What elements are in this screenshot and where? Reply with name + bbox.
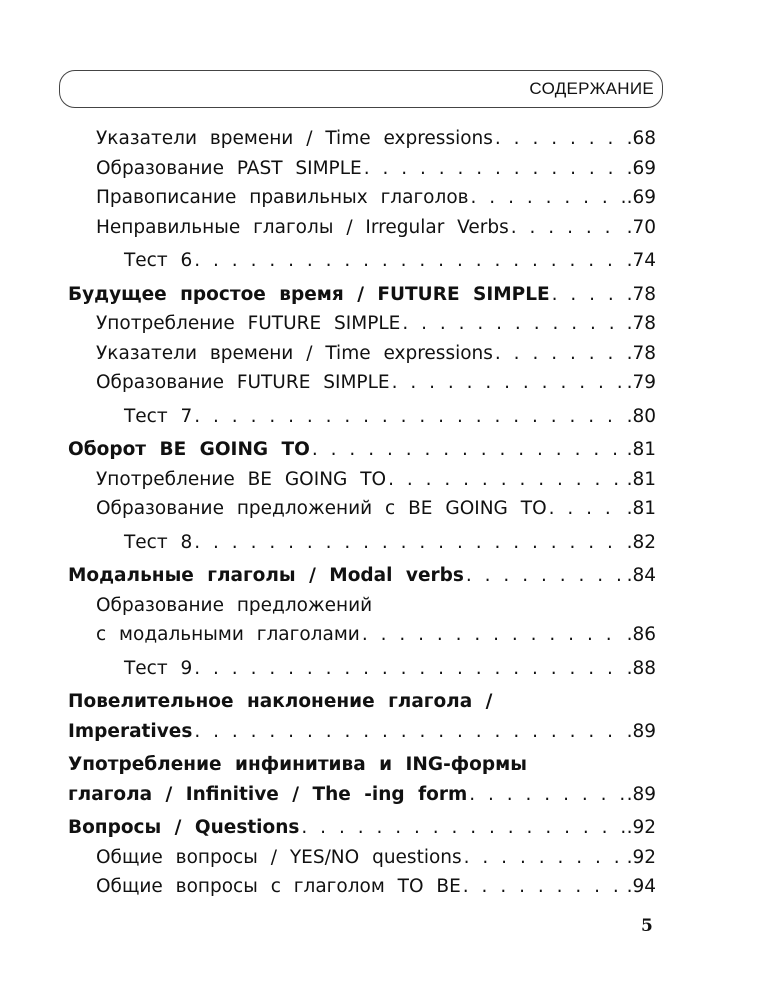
toc-dot-leader	[364, 154, 625, 184]
toc-entry-title: Указатели времени / Time expressions	[96, 128, 493, 149]
toc-entry-page: .80	[626, 405, 656, 427]
toc-entry-title: Неправильные глаголы / Irregular Verbs	[96, 216, 509, 238]
toc-entry-page: .94	[626, 876, 656, 897]
toc-entry-title: глагола / Infinitive / The -ing form	[68, 783, 468, 805]
toc-entry	[68, 620, 656, 650]
table-of-contents	[68, 124, 656, 902]
section-header	[59, 70, 663, 108]
toc-dot-leader	[392, 368, 625, 398]
toc-dot-leader	[471, 183, 625, 213]
toc-entry-page: .69	[626, 187, 656, 208]
toc-dot-leader	[194, 246, 624, 276]
toc-entry-title: с модальными глаголами	[96, 624, 360, 645]
toc-entry-page: .89	[626, 783, 656, 805]
toc-dot-leader	[194, 528, 624, 558]
toc-entry-title: Тест 7	[124, 405, 193, 427]
toc-entry	[68, 813, 656, 843]
toc-entry	[68, 843, 656, 873]
toc-entry-page: .92	[626, 846, 656, 868]
toc-entry-title: Образование предложений	[96, 594, 373, 616]
toc-entry-page: .74	[626, 250, 656, 271]
toc-entry	[68, 435, 656, 465]
toc-entry	[68, 368, 656, 398]
toc-entry-title: Повелительное наклонение глагола /	[68, 691, 493, 712]
toc-entry-page: .81	[626, 468, 656, 490]
toc-entry	[68, 465, 656, 495]
toc-entry-title: Правописание правильных глаголов	[96, 187, 469, 208]
toc-dot-leader	[388, 465, 624, 495]
toc-entry	[68, 402, 656, 432]
toc-dot-leader	[495, 124, 625, 154]
toc-entry-title: Тест 8	[124, 531, 193, 553]
toc-entry-page: .68	[626, 128, 656, 149]
toc-entry-page: .89	[626, 720, 656, 742]
toc-entry	[68, 750, 656, 780]
toc-entry	[68, 561, 656, 591]
toc-entry	[68, 183, 656, 213]
toc-entry-page: .78	[626, 313, 656, 334]
toc-entry-title: Употребление инфинитива и ING-формы	[68, 754, 527, 775]
toc-entry	[68, 654, 656, 684]
toc-entry-title: Тест 9	[124, 657, 193, 679]
toc-entry	[68, 124, 656, 154]
toc-entry	[68, 280, 656, 310]
toc-entry	[68, 154, 656, 184]
toc-dot-leader	[463, 872, 625, 902]
toc-entry-title: Оборот BE GOING TO	[68, 439, 310, 460]
toc-entry-title: Вопросы / Questions	[68, 817, 300, 838]
toc-dot-leader	[402, 309, 624, 339]
toc-entry-page: .82	[626, 531, 656, 553]
toc-entry-page: .69	[626, 157, 656, 179]
toc-dot-leader	[466, 561, 625, 591]
toc-entry	[68, 246, 656, 276]
toc-entry-page: .79	[626, 372, 656, 393]
toc-entry-page: .81	[626, 439, 656, 460]
toc-entry-page: .78	[626, 283, 656, 305]
toc-entry-page: .92	[626, 817, 656, 838]
toc-entry	[68, 494, 656, 524]
toc-entry	[68, 591, 656, 621]
toc-entry-title: Будущее простое время / FUTURE SIMPLE	[68, 283, 550, 305]
page-number: 5	[641, 916, 653, 936]
toc-entry	[68, 780, 656, 810]
toc-entry-page: .81	[626, 498, 656, 519]
section-title: СОДЕРЖАНИЕ	[529, 79, 654, 98]
toc-entry-title: Употребление FUTURE SIMPLE	[96, 313, 401, 334]
toc-entry	[68, 687, 656, 717]
toc-dot-leader	[194, 654, 624, 684]
toc-dot-leader	[301, 813, 624, 843]
toc-entry	[68, 309, 656, 339]
toc-dot-leader	[194, 402, 624, 432]
toc-entry-page: .84	[626, 565, 656, 586]
toc-entry-title: Общие вопросы / YES/NO questions	[96, 846, 462, 868]
toc-entry-title: Употребление BE GOING TO	[96, 468, 387, 490]
toc-entry	[68, 717, 656, 747]
toc-entry-page: .70	[626, 216, 656, 238]
toc-dot-leader	[469, 780, 624, 810]
toc-entry-title: Образование PAST SIMPLE	[96, 157, 362, 179]
toc-dot-leader	[552, 280, 625, 310]
toc-entry-title: Образование предложений с BE GOING TO	[96, 498, 547, 519]
toc-entry-title: Тест 6	[124, 250, 193, 271]
toc-entry-page: .86	[626, 624, 656, 645]
toc-entry	[68, 528, 656, 558]
toc-dot-leader	[312, 435, 625, 465]
toc-entry-title: Общие вопросы с глаголом TO BE	[96, 876, 461, 897]
toc-dot-leader	[464, 843, 625, 873]
toc-entry-page: .88	[626, 657, 656, 679]
toc-dot-leader	[511, 213, 625, 243]
toc-entry-page: .78	[626, 342, 656, 364]
toc-entry	[68, 872, 656, 902]
toc-dot-leader	[194, 717, 624, 747]
toc-entry-title: Imperatives	[68, 720, 193, 742]
toc-entry	[68, 339, 656, 369]
toc-entry	[68, 213, 656, 243]
toc-entry-title: Образование FUTURE SIMPLE	[96, 372, 390, 393]
toc-entry-title: Указатели времени / Time expressions	[96, 342, 493, 364]
toc-entry-title: Модальные глаголы / Modal verbs	[68, 565, 464, 586]
toc-dot-leader	[495, 339, 625, 369]
toc-dot-leader	[362, 620, 625, 650]
toc-dot-leader	[549, 494, 625, 524]
